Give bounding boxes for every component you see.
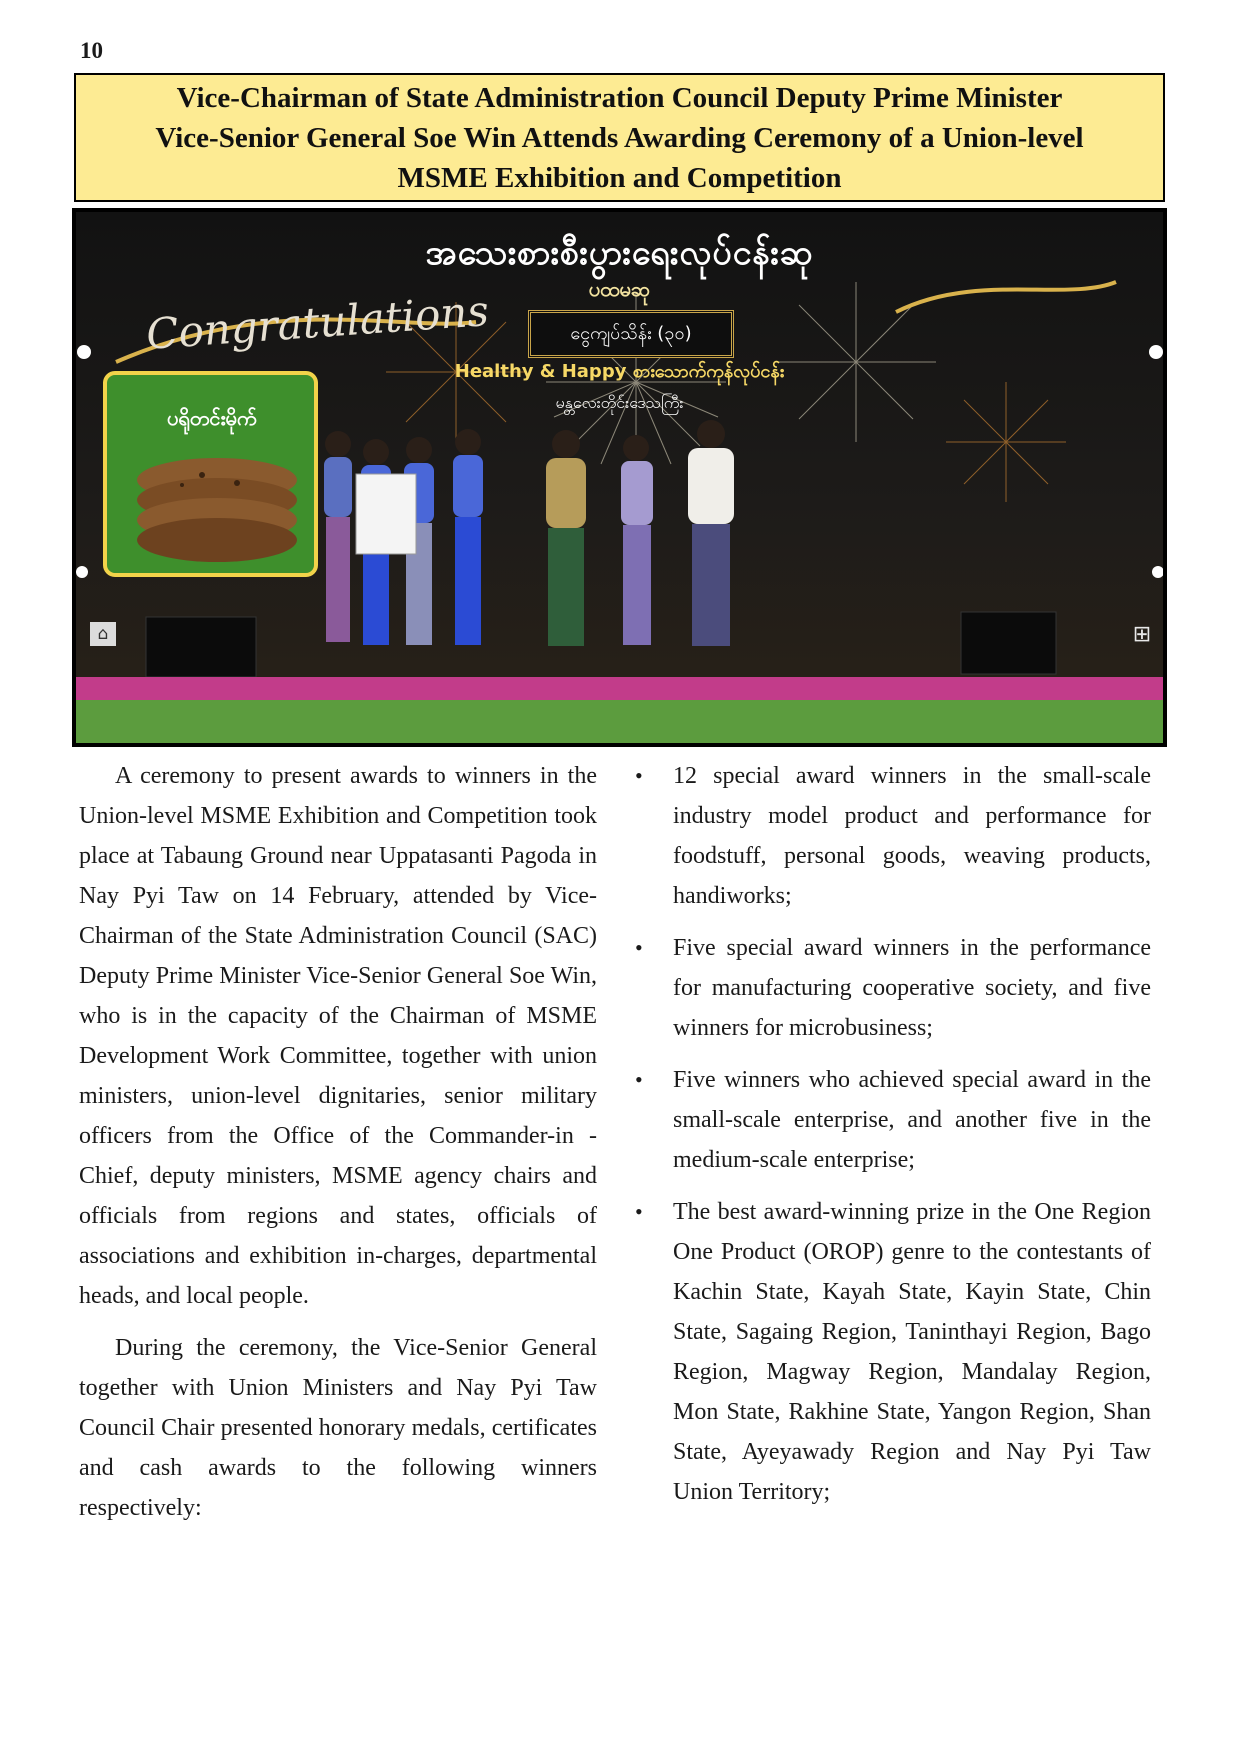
grid-icon: ⊞ — [1132, 622, 1152, 647]
congratulations-script: Congratulations — [144, 286, 491, 359]
headline-line: Vice-Senior General Soe Win Attends Awarding Ceremony of a Union-level — [155, 121, 1084, 154]
bullet-icon: • — [635, 1067, 643, 1092]
cookie-stack-image — [107, 375, 306, 565]
list-item-text: The best award-winning prize in the One Region One Product (OROP) genre to the contestants of Kachin State, Kayah State, Kayin State, Chin State, Sagaing Region, Taninthayi Region, Bago Region, Magway Region, Mandalay Region, Mon State, Rakhine State, Yangon Region, Shan State, Ayeyawady Region and Nay Pyi Taw Union Territory; — [673, 1199, 1151, 1505]
list-item-text: 12 special award winners in the small-scale industry model product and performance for foodstuff, personal goods, weaving products, handiworks; — [673, 763, 1151, 909]
ceremony-photo — [72, 208, 1167, 747]
page-number: 10 — [80, 38, 103, 63]
region-name: မန္တလေးတိုင်းဒေသကြီး — [555, 393, 684, 412]
list-item — [629, 1192, 1151, 1512]
headline-line: MSME Exhibition and Competition — [397, 161, 842, 194]
list-item — [629, 928, 1151, 1048]
banner-title: အသေးစားစီးပွားရေးလုပ်ငန်းဆု — [425, 233, 814, 273]
list-item — [629, 1060, 1151, 1180]
award-name: Healthy & Happy စားသောက်ကုန်လုပ်ငန်း — [454, 361, 785, 382]
bullet-icon: • — [635, 935, 643, 960]
prize-amount-plaque: ငွေကျပ်သိန်း (၃၀) — [528, 310, 734, 358]
headline-box — [74, 73, 1165, 202]
bullet-icon: • — [635, 763, 643, 788]
article-left-column — [79, 756, 597, 1540]
home-icon: ⌂ — [90, 622, 116, 646]
list-item-text: Five special award winners in the performance for manufacturing cooperative society, and five winners for microbusiness; — [673, 935, 1151, 1041]
headline-line: Vice-Chairman of State Administration Council Deputy Prime Minister — [176, 81, 1063, 114]
product-display-card — [103, 371, 318, 577]
product-label: ပရိုတင်းမိုက် — [167, 406, 257, 430]
article-right-column — [629, 756, 1151, 1524]
banner-subtitle: ပထမဆု — [588, 277, 651, 301]
article-paragraph: During the ceremony, the Vice-Senior General together with Union Ministers and Nay Pyi Taw Council Chair presented honorary medals, certificates and cash awards to the following winners respectively: — [79, 1335, 597, 1521]
bullet-icon: • — [635, 1199, 643, 1224]
article-paragraph: A ceremony to present awards to winners in the Union-level MSME Exhibition and Competition took place at Tabaung Ground near Uppatasanti Pagoda in Nay Pyi Taw on 14 February, attended by Vice-Chairman of the State Administration Council (SAC) Deputy Prime Minister Vice-Senior General Soe Win, who is in the capacity of the Chairman of MSME Development Work Committee, together with union ministers, union-level dignitaries, senior military officers from the Office of the Commander-in - Chief, deputy ministers, MSME agency chairs and officials from regions and states, officials of associations and exhibition in-charges, departmental heads, and local people. — [79, 763, 597, 1309]
list-item — [629, 756, 1151, 916]
list-item-text: Five winners who achieved special award in the small-scale enterprise, and another five in the medium-scale enterprise; — [673, 1067, 1151, 1173]
